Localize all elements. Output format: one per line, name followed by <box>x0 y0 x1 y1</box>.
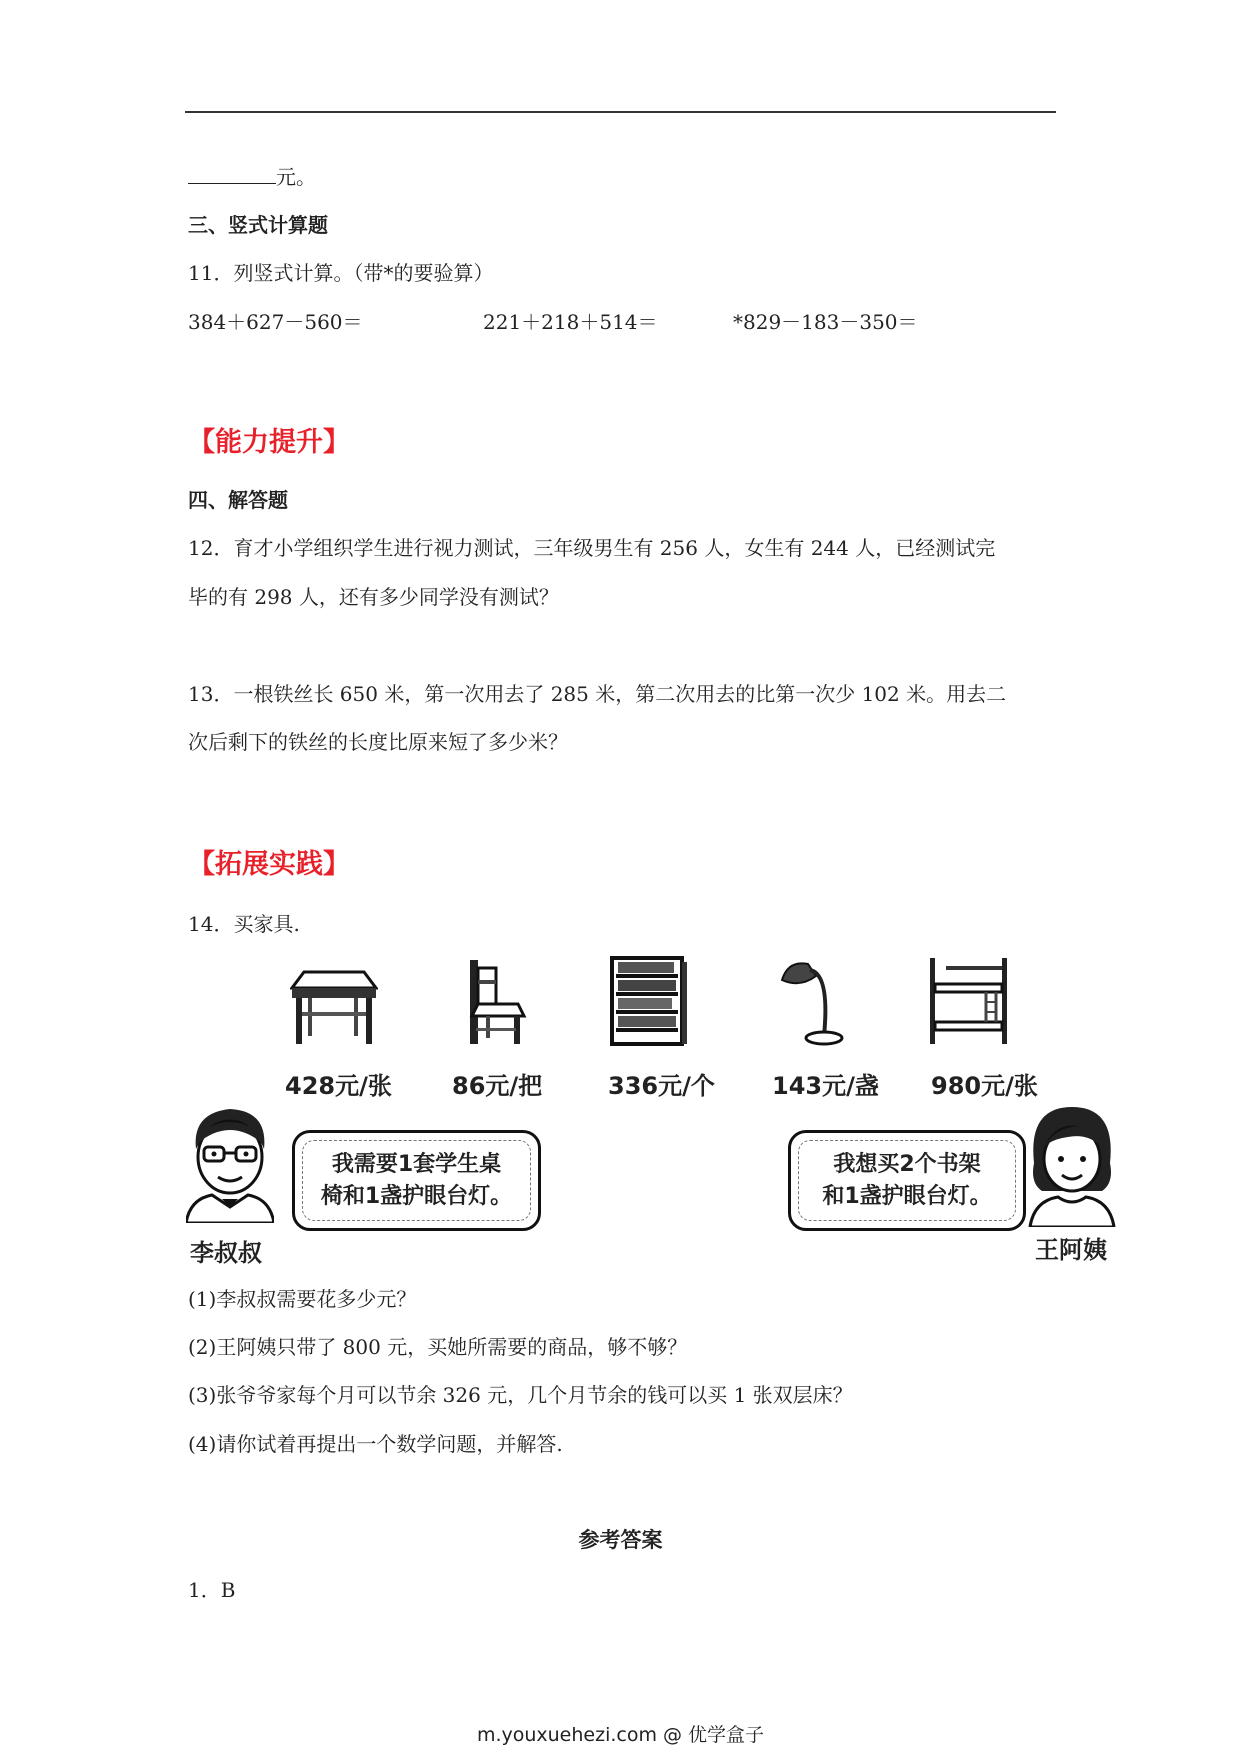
section-4-title: 四、解答题 <box>188 488 288 512</box>
aunt-wang-speech-bubble <box>788 1130 1026 1231</box>
question-12-line-2: 毕的有 298 人，还有多少同学没有测试？ <box>188 585 559 609</box>
chair-icon <box>462 958 528 1044</box>
uncle-li-avatar <box>186 1103 274 1223</box>
question-11: 11．列竖式计算。（带*的要验算） <box>188 261 494 285</box>
question-14: 14．买家具. <box>188 912 300 936</box>
q10-answer-line: 元。 <box>188 163 316 191</box>
price-bookshelf: 336元/个 <box>608 1072 715 1100</box>
price-desk: 428元/张 <box>285 1072 392 1100</box>
answers-title: 参考答案 <box>578 1528 663 1552</box>
expression-2: 221＋218＋514＝ <box>483 310 658 334</box>
question-13-line-1: 13．一根铁丝长 650 米，第一次用去了 285 米，第二次用去的比第一次少 102 米。用去二 <box>188 682 1007 706</box>
header-rule <box>185 111 1056 113</box>
uncle-li-speech-line-2: 椅和1盏护眼台灯。 <box>320 1184 513 1209</box>
aunt-wang-speech-line-2: 和1盏护眼台灯。 <box>822 1184 992 1209</box>
footer-watermark: m.youxuehezi.com @ 优学盒子 <box>476 1724 765 1746</box>
section-3-title: 三、竖式计算题 <box>188 213 328 237</box>
bunk-bed-icon <box>926 956 1012 1046</box>
question-14-part-4: (4)请你试着再提出一个数学问题，并解答. <box>188 1432 563 1456</box>
practice-heading: 【拓展实践】 <box>188 849 350 880</box>
question-14-part-1: (1)李叔叔需要花多少元？ <box>188 1287 417 1311</box>
expression-3: *829－183－350＝ <box>733 310 918 334</box>
answer-blank <box>188 163 276 184</box>
expression-1: 384＋627－560＝ <box>188 310 363 334</box>
uncle-li-speech-line-1: 我需要1套学生桌 <box>331 1152 502 1177</box>
desk-icon <box>290 968 378 1048</box>
answer-1: 1．B <box>188 1578 236 1602</box>
question-13-line-2: 次后剩下的铁丝的长度比原来短了多少米？ <box>188 730 568 754</box>
price-chair: 86元/把 <box>452 1072 543 1100</box>
price-bunk-bed: 980元/张 <box>931 1072 1038 1100</box>
uncle-li-speech-bubble <box>292 1130 541 1231</box>
question-12-line-1: 12．育才小学组织学生进行视力测试，三年级男生有 256 人，女生有 244 人，已经测试完 <box>188 536 996 560</box>
question-14-part-3: (3)张爷爷家每个月可以节余 326 元，几个月节余的钱可以买 1 张双层床？ <box>188 1383 853 1407</box>
price-lamp: 143元/盏 <box>772 1072 879 1100</box>
question-14-part-2: (2)王阿姨只带了 800 元，买她所需要的商品，够不够？ <box>188 1335 688 1359</box>
desk-lamp-icon <box>778 958 848 1046</box>
aunt-wang-speech-line-1: 我想买2个书架 <box>833 1152 981 1177</box>
ability-heading: 【能力提升】 <box>188 427 350 458</box>
aunt-wang-avatar <box>1028 1103 1116 1227</box>
uncle-li-name: 李叔叔 <box>190 1239 262 1267</box>
aunt-wang-name: 王阿姨 <box>1035 1236 1107 1264</box>
bookshelf-icon <box>610 956 688 1046</box>
